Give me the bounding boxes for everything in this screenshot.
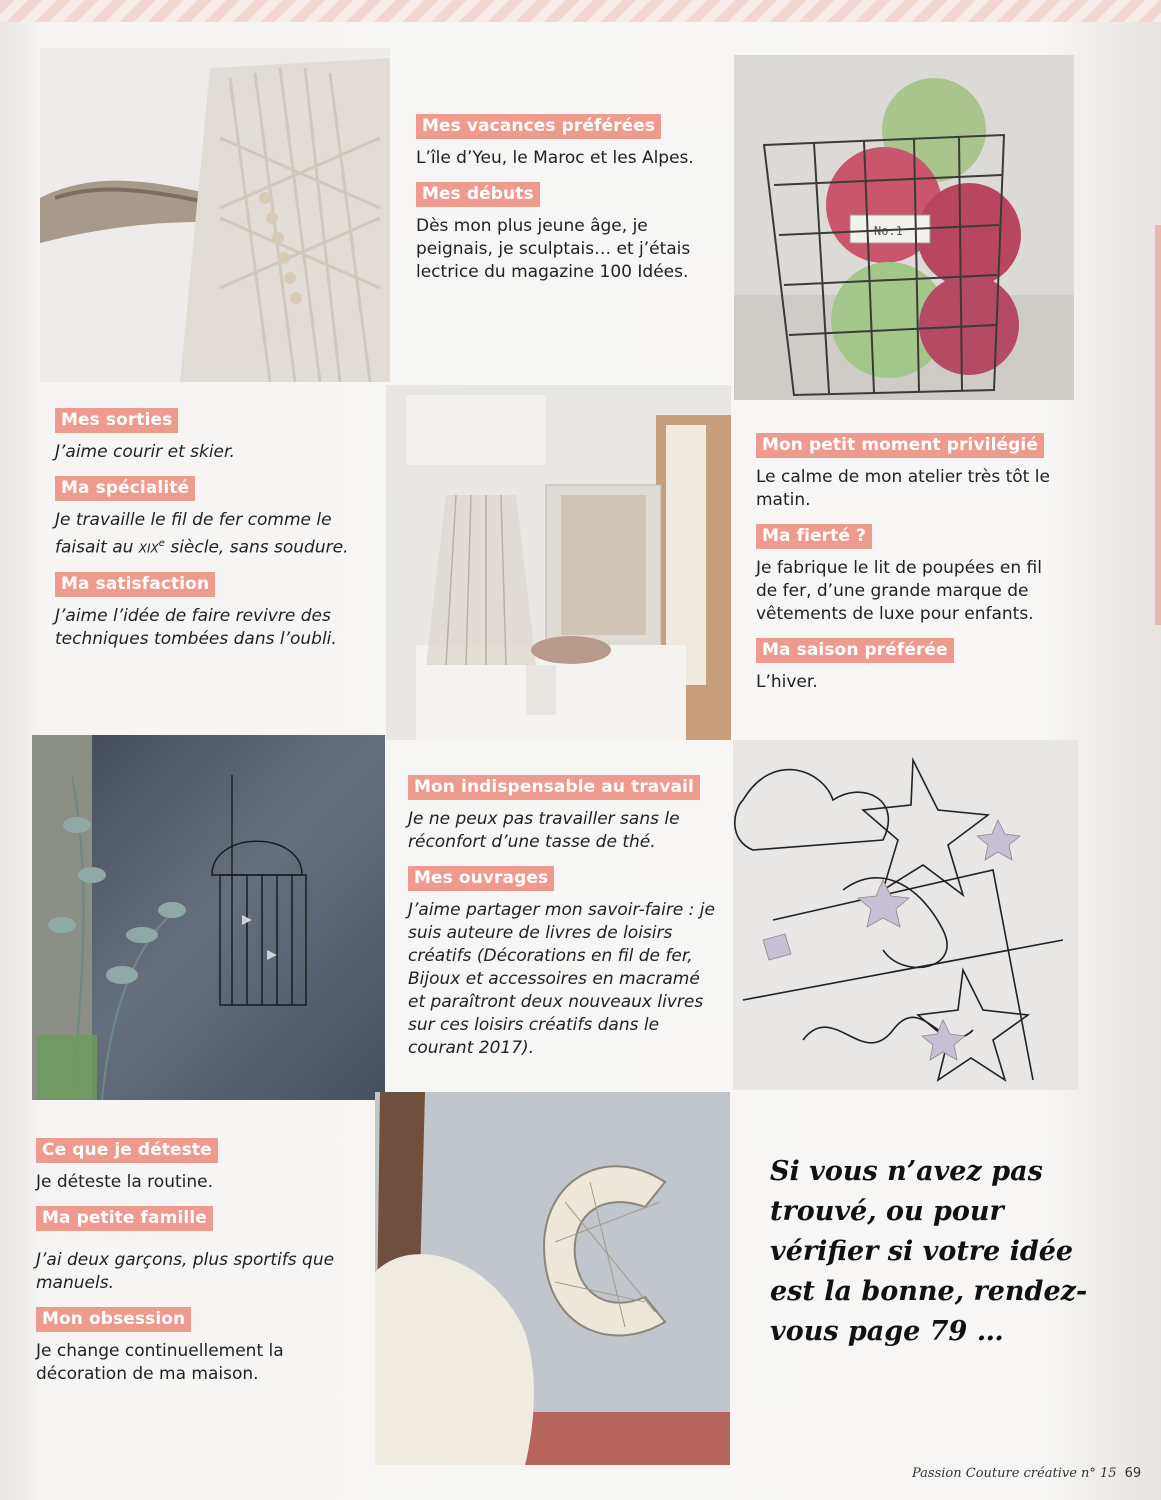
label-deteste: Ce que je déteste	[36, 1138, 218, 1163]
text-specialite: Je travaille le fil de fer comme le faisait au xix$^e$ siècle, sans soudure.	[55, 510, 349, 558]
text-satisfaction: J’aime l’idée de faire revivre des techniques tombées dans l’oubli.	[55, 605, 337, 649]
callout-answer-page: Si vous n’avez pas trouvé, ou pour vérifier si votre idée est la bonne, rendez-vous page 79 …	[770, 1156, 1088, 1347]
section-essential-works	[408, 775, 718, 1072]
section-holidays-beginnings	[416, 114, 726, 296]
top-decorative-stripe	[0, 0, 1161, 22]
text-indispensable: Je ne peux pas travailler sans le réconfort d’une tasse de thé.	[408, 809, 680, 852]
magazine-name: Passion Couture créative n° 15	[912, 1466, 1117, 1481]
text-fierte: Je fabrique le lit de poupées en fil de fer, d’une grande marque de vêtements de luxe pour enfants.	[756, 558, 1042, 624]
label-obsession: Mon obsession	[36, 1307, 191, 1332]
text-famille: J’ai deux garçons, plus sportifs que manuels.	[36, 1250, 335, 1293]
label-moment: Mon petit moment privilégié	[756, 433, 1044, 458]
section-dislikes-family-obsession	[36, 1138, 356, 1398]
photo-wire-letter-c	[375, 1092, 730, 1465]
photo-macrame-driftwood	[40, 48, 390, 382]
text-ouvrages: J’aime partager mon savoir-faire : je suis auteure de livres de loisirs créatifs (Décorations en fil de fer, Bijoux et accessoires en macramé et paraîtront deux nouveaux livres sur ces loisirs créatifs dans le courant 2017).	[408, 900, 715, 1058]
label-specialite: Ma spécialité	[55, 476, 195, 501]
page-footer	[912, 1466, 1141, 1481]
photo-workshop-interior	[386, 385, 731, 740]
photo-wire-basket-yarn-balls	[734, 55, 1074, 400]
text-sorties: J’aime courir et skier.	[55, 442, 235, 462]
label-debuts: Mes débuts	[416, 182, 540, 207]
text-obsession: Je change continuellement la décoration de ma maison.	[36, 1341, 284, 1384]
label-fierte: Ma fierté ?	[756, 524, 872, 549]
text-moment: Le calme de mon atelier très tôt le matin.	[756, 467, 1050, 510]
text-debuts: Dès mon plus jeune âge, je peignais, je sculptais… et j’étais lectrice du magazine 100 Idées.	[416, 216, 691, 282]
label-saison: Ma saison préférée	[756, 638, 954, 663]
label-ouvrages: Mes ouvrages	[408, 866, 554, 891]
svg-text:No.1: No.1	[874, 224, 903, 238]
page-edge-marker	[1155, 225, 1161, 625]
photo-wire-names-and-stars	[733, 740, 1078, 1090]
text-saison: L’hiver.	[756, 672, 818, 692]
section-moment-pride-season	[756, 433, 1066, 706]
label-sorties: Mes sorties	[55, 408, 178, 433]
text-deteste: Je déteste la routine.	[36, 1172, 213, 1192]
label-vacances: Mes vacances préférées	[416, 114, 661, 139]
label-indispensable: Mon indispensable au travail	[408, 775, 700, 800]
label-famille: Ma petite famille	[36, 1206, 213, 1231]
label-satisfaction: Ma satisfaction	[55, 572, 215, 597]
text-vacances: L’île d’Yeu, le Maroc et les Alpes.	[416, 148, 694, 168]
photo-wire-birdcage	[32, 735, 385, 1100]
section-outings-specialty	[55, 408, 375, 663]
page-number: 69	[1124, 1466, 1142, 1481]
